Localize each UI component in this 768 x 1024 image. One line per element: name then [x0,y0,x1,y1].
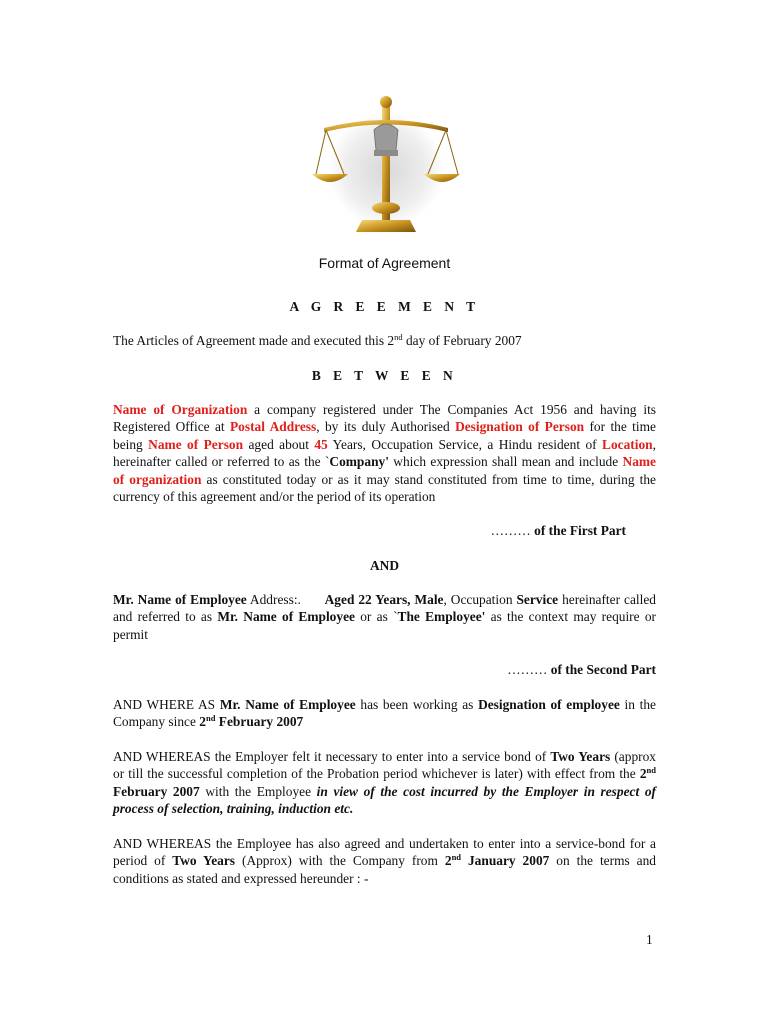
text-span: hereinafter called and referred to as [113,592,656,625]
text-span: AND WHEREAS the Employee has also agreed and undertaken to enter into a service-bond for a period of [113,836,656,869]
text-span: as constituted today or as it may stand constituted from time to time, during the currency of this agreement and/or the period of its operation [113,471,656,505]
bond-duration: Two Years [550,749,611,764]
designation-of-person: Designation of Person [455,419,585,435]
text-span: on the terms and conditions as stated and expressed hereunder : - [113,853,656,886]
org-name-2: Name of organization [113,454,656,487]
date-month-year: February 2007 [215,714,304,730]
start-date [199,714,303,729]
date-suffix: nd [646,765,656,776]
date-suffix: nd [205,713,216,724]
text-span: a company registered under The Companies Act 1956 and having its Registered Office at [113,402,656,435]
cost-clause: in view of the cost incurred by the Employer in respect of process of selection, training, induction etc. [113,783,656,817]
text-span: which expression shall mean and include [388,454,623,470]
text-span: for the time being [113,419,656,452]
part-label-text: of the Second Part [550,662,656,677]
bond-start-date [445,853,549,868]
text-span: has been working as [355,697,479,712]
location: Location [602,436,653,452]
intro-text: The Articles of Agreement made and executed this 2 [113,333,395,348]
agreement-heading: A G R E E M E N T [289,299,480,314]
part-label-text: of the First Part [534,523,626,538]
intro-line [113,332,656,349]
text-span: (approx or till the successful completion of the Probation period whichever is later) with effect from the [113,749,656,782]
service-term: Service [516,592,559,607]
intro-superscript: nd [394,332,403,342]
text-span: with the Employee [199,783,317,799]
format-title: Format of Agreement [318,255,451,271]
whereas-paragraph-1 [113,696,656,731]
text-span: in the Company since [113,697,656,730]
date-day: 2 [199,714,206,730]
between-heading: B E T W E E N [311,368,458,383]
employee-designation: Designation of employee [478,697,620,712]
text-span: AND WHERE AS [113,697,220,712]
first-part-label [113,522,626,539]
text-span: , by its duly Authorised [316,419,456,435]
employee-age: Aged 22 Years, Male [324,592,444,607]
company-term: Company' [329,454,389,470]
second-party-paragraph [113,591,656,643]
postal-address: Postal Address [230,419,317,435]
org-name: Name of Organization [113,402,248,417]
second-part-label [113,661,656,678]
dots: ……… [490,523,535,538]
person-age: 45 [314,436,328,452]
text-span: (Approx) with the Company from [235,853,445,869]
first-party-paragraph [113,401,656,505]
text-span: as the context may require or permit [113,609,657,642]
text-span: Address:. [246,592,301,607]
bond-duration: Two Years [172,853,236,869]
and-heading: AND [369,558,399,573]
intro-text-end: day of February 2007 [402,333,522,348]
text-span: or as ` [354,609,398,625]
employee-name: Mr. Name of Employee [219,697,356,712]
text-span: aged about [243,436,315,452]
date-suffix: nd [451,852,462,863]
date-month-year: February 2007 [113,783,200,799]
text-span: Years, Occupation Service, a Hindu resident of [327,436,603,452]
scales-of-justice-emblem-icon [312,90,460,240]
text-span: , hereinafter called or referred to as the ` [113,436,656,470]
date-day: 2 [639,766,647,782]
whereas-paragraph-3 [113,835,656,887]
employee-name-2: Mr. Name of Employee [217,609,355,625]
person-name: Name of Person [148,436,244,452]
page-number: 1 [646,932,653,947]
whereas-paragraph-2 [113,748,656,818]
the-employee-term: The Employee' [397,609,486,625]
text-span: , Occupation [443,592,517,607]
date-day: 2 [444,853,452,869]
text-span: AND WHEREAS the Employer felt it necessary to enter into a service bond of [113,749,551,764]
dots: ……… [507,662,551,677]
employee-name: Mr. Name of Employee [113,592,247,607]
date-month-year: January 2007 [461,853,550,869]
